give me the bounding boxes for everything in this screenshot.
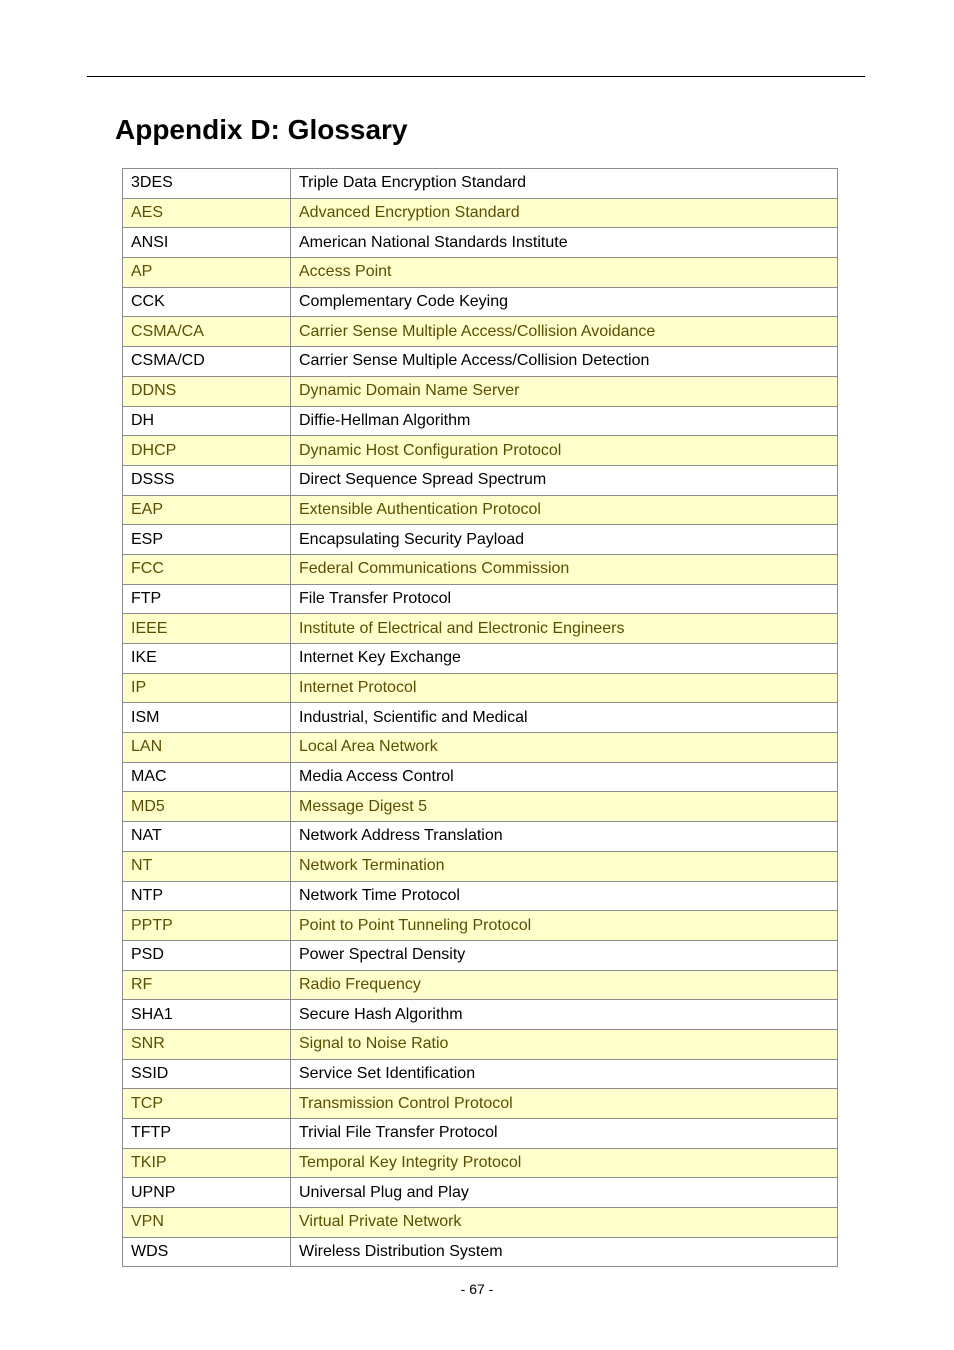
glossary-row: [123, 1237, 838, 1267]
glossary-definition: Internet Protocol: [291, 673, 838, 703]
glossary-definition: Complementary Code Keying: [291, 287, 838, 317]
glossary-row: [123, 940, 838, 970]
glossary-row: [123, 525, 838, 555]
glossary-row: [123, 970, 838, 1000]
glossary-term: 3DES: [123, 169, 291, 199]
glossary-term: NAT: [123, 822, 291, 852]
glossary-term: SNR: [123, 1029, 291, 1059]
glossary-definition: Network Termination: [291, 851, 838, 881]
glossary-definition: Direct Sequence Spread Spectrum: [291, 465, 838, 495]
glossary-term: TFTP: [123, 1119, 291, 1149]
glossary-definition: File Transfer Protocol: [291, 584, 838, 614]
glossary-row: [123, 733, 838, 763]
glossary-definition: Institute of Electrical and Electronic Engineers: [291, 614, 838, 644]
glossary-term: MD5: [123, 792, 291, 822]
glossary-term: ANSI: [123, 228, 291, 258]
glossary-term: PPTP: [123, 911, 291, 941]
glossary-term: IP: [123, 673, 291, 703]
glossary-definition: Network Time Protocol: [291, 881, 838, 911]
glossary-row: [123, 1178, 838, 1208]
glossary-definition: Secure Hash Algorithm: [291, 1000, 838, 1030]
glossary-row: [123, 762, 838, 792]
glossary-term: SSID: [123, 1059, 291, 1089]
glossary-row: [123, 584, 838, 614]
glossary-definition: Service Set Identification: [291, 1059, 838, 1089]
glossary-definition: Wireless Distribution System: [291, 1237, 838, 1267]
glossary-definition: Universal Plug and Play: [291, 1178, 838, 1208]
glossary-term: LAN: [123, 733, 291, 763]
glossary-row: [123, 673, 838, 703]
glossary-row: [123, 614, 838, 644]
glossary-row: [123, 406, 838, 436]
glossary-row: [123, 228, 838, 258]
glossary-definition: American National Standards Institute: [291, 228, 838, 258]
glossary-row: [123, 1119, 838, 1149]
glossary-term: NT: [123, 851, 291, 881]
glossary-term: VPN: [123, 1208, 291, 1238]
glossary-definition: Power Spectral Density: [291, 940, 838, 970]
glossary-term: ISM: [123, 703, 291, 733]
glossary-term: NTP: [123, 881, 291, 911]
glossary-term: IEEE: [123, 614, 291, 644]
glossary-term: AP: [123, 258, 291, 288]
glossary-row: [123, 287, 838, 317]
glossary-definition: Industrial, Scientific and Medical: [291, 703, 838, 733]
glossary-row: [123, 258, 838, 288]
glossary-definition: Dynamic Domain Name Server: [291, 376, 838, 406]
glossary-term: AES: [123, 198, 291, 228]
glossary-term: WDS: [123, 1237, 291, 1267]
glossary-definition: Extensible Authentication Protocol: [291, 495, 838, 525]
glossary-row: [123, 1029, 838, 1059]
glossary-row: [123, 792, 838, 822]
glossary-term: DDNS: [123, 376, 291, 406]
glossary-table: [122, 168, 838, 1267]
glossary-row: [123, 347, 838, 377]
glossary-term: DHCP: [123, 436, 291, 466]
glossary-row: [123, 881, 838, 911]
glossary-term: IKE: [123, 644, 291, 674]
glossary-definition: Trivial File Transfer Protocol: [291, 1119, 838, 1149]
glossary-row: [123, 1148, 838, 1178]
page-number: - 67 -: [460, 1281, 494, 1297]
glossary-term: CSMA/CA: [123, 317, 291, 347]
glossary-term: ESP: [123, 525, 291, 555]
glossary-term: EAP: [123, 495, 291, 525]
glossary-term: FTP: [123, 584, 291, 614]
glossary-term: CCK: [123, 287, 291, 317]
glossary-row: [123, 495, 838, 525]
glossary-row: [123, 465, 838, 495]
glossary-term: DH: [123, 406, 291, 436]
glossary-row: [123, 1000, 838, 1030]
glossary-row: [123, 1089, 838, 1119]
glossary-term: CSMA/CD: [123, 347, 291, 377]
glossary-row: [123, 436, 838, 466]
glossary-row: [123, 1208, 838, 1238]
glossary-term: TKIP: [123, 1148, 291, 1178]
glossary-definition: Dynamic Host Configuration Protocol: [291, 436, 838, 466]
glossary-definition: Signal to Noise Ratio: [291, 1029, 838, 1059]
glossary-row: [123, 703, 838, 733]
header-rule: [87, 76, 865, 77]
glossary-row: [123, 822, 838, 852]
glossary-definition: Media Access Control: [291, 762, 838, 792]
glossary-definition: Carrier Sense Multiple Access/Collision Avoidance: [291, 317, 838, 347]
glossary-term: UPNP: [123, 1178, 291, 1208]
glossary-table-body: [123, 169, 838, 1267]
glossary-term: FCC: [123, 554, 291, 584]
glossary-definition: Transmission Control Protocol: [291, 1089, 838, 1119]
glossary-term: RF: [123, 970, 291, 1000]
glossary-row: [123, 169, 838, 199]
glossary-definition: Federal Communications Commission: [291, 554, 838, 584]
glossary-row: [123, 376, 838, 406]
glossary-definition: Internet Key Exchange: [291, 644, 838, 674]
glossary-row: [123, 198, 838, 228]
glossary-definition: Radio Frequency: [291, 970, 838, 1000]
page-title: Appendix D: Glossary: [115, 114, 408, 145]
glossary-definition: Diffie-Hellman Algorithm: [291, 406, 838, 436]
glossary-definition: Local Area Network: [291, 733, 838, 763]
glossary-row: [123, 851, 838, 881]
glossary-term: SHA1: [123, 1000, 291, 1030]
glossary-row: [123, 317, 838, 347]
glossary-term: TCP: [123, 1089, 291, 1119]
glossary-row: [123, 554, 838, 584]
glossary-definition: Carrier Sense Multiple Access/Collision Detection: [291, 347, 838, 377]
glossary-definition: Point to Point Tunneling Protocol: [291, 911, 838, 941]
glossary-term: PSD: [123, 940, 291, 970]
glossary-term: MAC: [123, 762, 291, 792]
glossary-term: DSSS: [123, 465, 291, 495]
glossary-row: [123, 911, 838, 941]
glossary-definition: Network Address Translation: [291, 822, 838, 852]
glossary-definition: Advanced Encryption Standard: [291, 198, 838, 228]
glossary-definition: Temporal Key Integrity Protocol: [291, 1148, 838, 1178]
glossary-definition: Message Digest 5: [291, 792, 838, 822]
glossary-definition: Triple Data Encryption Standard: [291, 169, 838, 199]
glossary-row: [123, 644, 838, 674]
glossary-definition: Access Point: [291, 258, 838, 288]
glossary-definition: Virtual Private Network: [291, 1208, 838, 1238]
glossary-row: [123, 1059, 838, 1089]
glossary-definition: Encapsulating Security Payload: [291, 525, 838, 555]
